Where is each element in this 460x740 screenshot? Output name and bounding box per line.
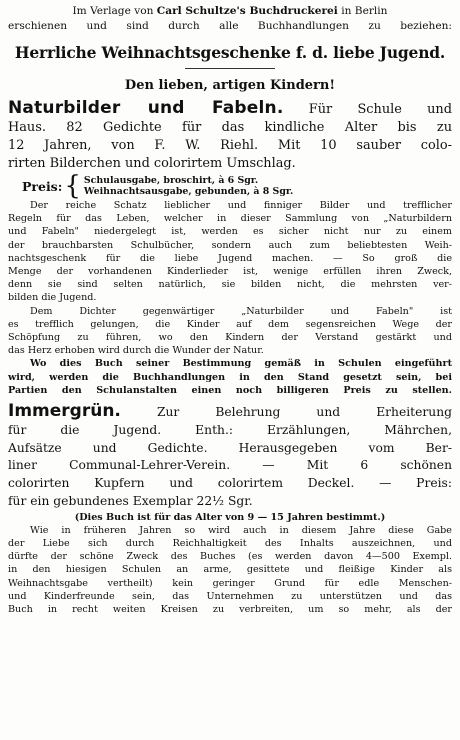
text-line: der Liebe sich durch Reichhaltigkeit des Inhalts auszeichnen, und (8, 538, 452, 550)
book2-title: Immergrün. (8, 401, 121, 422)
price-lines (84, 175, 293, 197)
text-line: der brauchbarsten Schulbücher, sondern auch zum beliebtesten Weih- (8, 239, 452, 251)
book2-desc: Zur Belehrung und Erheiterung (156, 405, 452, 420)
text-line: Wie in früheren Jahren so wird auch in diesem Jahre diese Gabe (30, 524, 452, 536)
brace-glyph: { (64, 171, 81, 201)
text-line: bilden die Jugend. (8, 292, 97, 304)
price-line: Weihnachtsausgabe, gebunden, à 8 Sgr. (83, 186, 294, 197)
text-line: Dem Dichter gegenwärtiger „Naturbilder und Fabeln" ist (30, 305, 452, 317)
book2-line-4: liner Communal-Lehrer-Verein. — Mit 6 schönen (8, 458, 452, 473)
text-line: in den hiesigen Schulen an arme, gesittete und fleißige Kinder als (8, 564, 452, 576)
text-line: und Kinderfreunde sein, das Unternehmen zu unterstützen und das (8, 590, 452, 602)
text-line: Menge der vorhandenen Kinderlieder ist, wenige erfüllen ihren Zweck, (8, 266, 452, 278)
book2-line-3: Aufsätze und Gedichte. Herausgegeben vom Ber- (8, 440, 452, 455)
subheading: Den lieben, artigen Kindern! (124, 78, 336, 93)
text-line: wird, werden die Buchhandlungen in den Stand gesetzt sein, bei (8, 371, 452, 383)
publisher-name: Carl Schultze's Buchdruckerei (156, 5, 338, 17)
book1-paragraph-2 (8, 305, 452, 358)
book1-line-2: Haus. 82 Gedichte für das kindliche Alter bis zu (8, 120, 452, 135)
book2-paragraph (8, 524, 452, 616)
text-line: Der reiche Schatz lieblicher und finniger Bilder und trefflicher (30, 200, 452, 211)
text-line: Weihnachtsgabe vertheilt) kein geringer Grund für edle Menschen- (8, 577, 452, 589)
text-line: und Fabeln" niedergelegt ist, werden es sicher nicht nur zu einem (8, 226, 452, 238)
book2-line-5: colorirten Kupfern und colorirtem Deckel. — Preis: (8, 476, 452, 491)
book1-paragraph-3 (8, 357, 452, 397)
intro-text: Im Verlage von (72, 5, 154, 17)
book1-desc: Für Schule und (308, 102, 452, 117)
text-line: denn sie sind selten natürlich, sie bilden nicht, die mehrsten ver- (8, 279, 452, 291)
book2-age-note: (Dies Buch ist für das Alter von 9 — 15 Jahren bestimmt.) (74, 511, 386, 523)
text-line: Partien den Schulanstalten einen noch billigeren Preis zu stellen. (8, 384, 452, 396)
price-label: Preis: (22, 178, 63, 194)
text-line: Schöpfung zu führen, wo den Kindern der Verstand gestärkt und (8, 332, 452, 344)
intro-line-2: erschienen und sind durch alle Buchhandlungen zu beziehen: (8, 20, 452, 32)
divider-rule (185, 68, 275, 69)
book1-line-4: rirten Bilderchen und colorirtem Umschlag. (8, 156, 296, 171)
headline: Herrliche Weihnachtsgeschenke f. d. liebe Jugend. (14, 43, 446, 62)
book2-line-1 (8, 403, 452, 422)
intro-text-city: in Berlin (341, 5, 388, 17)
book1-line-3: 12 Jahren, von F. W. Riehl. Mit 10 sauber colo- (8, 138, 452, 153)
text-line: es trefflich gelungen, die Kinder auf dem segensreichen Wege der (8, 318, 452, 330)
book1-paragraph-1 (8, 199, 452, 305)
intro-line-1 (8, 4, 452, 19)
text-line: Buch in recht weiten Kreisen zu verbreiten, um so mehr, als der (8, 604, 452, 616)
book1-price (22, 171, 452, 201)
book2-line-2: für die Jugend. Enth.: Erzählungen, Mährchen, (8, 422, 452, 437)
book1-line-1 (8, 99, 452, 119)
book2-line-6: für ein gebundenes Exemplar 22½ Sgr. (8, 494, 253, 509)
text-line: das Herz erhoben wird durch die Wunder der Natur. (8, 345, 264, 357)
text-line: dürfte der schöne Zweck des Buches (es werden davon 4—500 Exempl. (8, 551, 452, 563)
text-line: Wo dies Buch seiner Bestimmung gemäß in Schulen eingeführt (30, 358, 452, 370)
text-line: Regeln für das Leben, welcher in dieser Sammlung von „Naturbildern (8, 213, 452, 225)
price-line: Schulausgabe, broschirt, à 6 Sgr. (83, 175, 259, 186)
text-line: nachtsgeschenk für die liebe Jugend machen. — So groß die (8, 252, 452, 264)
book1-title: Naturbilder und Fabeln. (8, 98, 284, 118)
